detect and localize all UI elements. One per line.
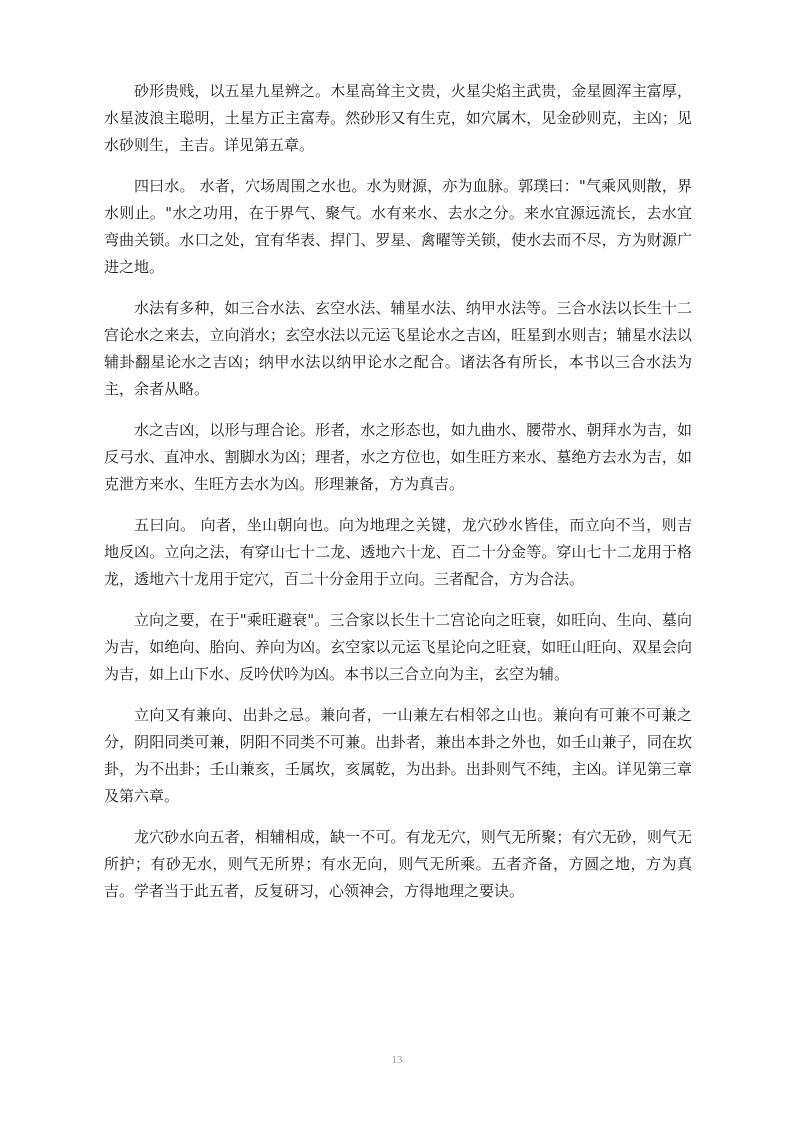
paragraph: 水之吉凶，以形与理合论。形者，水之形态也，如九曲水、腰带水、朝拜水为吉，如反弓水、直冲水、割脚水为凶；理者，水之方位也，如生旺方来水、墓绝方去水为吉，如克泄方来水、生旺方去水为凶。形理兼备，方为真吉。 [104,421,692,493]
paragraph: 五曰向。 向者，坐山朝向也。向为地理之关键，龙穴砂水皆佳，而立向不当，则吉地反凶。立向之法，有穿山七十二龙、透地六十龙、百二十分金等。穿山七十二龙用于格龙，透地六十龙用于定穴，百二十分金用于立向。三者配合，方为合法。 [104,516,692,588]
paragraph: 立向又有兼向、出卦之忌。兼向者，一山兼左右相邻之山也。兼向有可兼不可兼之分，阴阳同类可兼，阴阳不同类不可兼。出卦者，兼出本卦之外也，如壬山兼子，同在坎卦，为不出卦；壬山兼亥，壬属坎，亥属乾，为出卦。出卦则气不纯，主凶。详见第三章及第六章。 [104,706,692,805]
paragraph: 水法有多种，如三合水法、玄空水法、辅星水法、纳甲水法等。三合水法以长生十二宫论水之来去，立向消水；玄空水法以元运飞星论水之吉凶，旺星到水则吉；辅星水法以辅卦翻星论水之吉凶；纳甲水法以纳甲论水之配合。诸法各有所长，本书以三合水法为主，余者从略。 [104,299,692,398]
body-text [104,78,692,919]
paragraph: 立向之要，在于"乘旺避衰"。三合家以长生十二宫论向之旺衰，如旺向、生向、墓向为吉，如绝向、胎向、养向为凶。玄空家以元运飞星论向之旺衰，如旺山旺向、双星会向为吉，如上山下水、反吟伏吟为凶。本书以三合立向为主，玄空为辅。 [104,611,692,683]
page-number: 13 [391,1054,403,1066]
paragraph: 砂形贵贱，以五星九星辨之。木星高耸主文贵，火星尖焰主武贵，金星圆浑主富厚，水星波浪主聪明，土星方正主富寿。然砂形又有生克，如穴属木，见金砂则克，主凶；见水砂则生，主吉。详见第五章。 [104,82,692,154]
paragraph: 龙穴砂水向五者，相辅相成，缺一不可。有龙无穴，则气无所聚；有穴无砂，则气无所护；有砂无水，则气无所界；有水无向，则气无所乘。五者齐备，方圆之地，方为真吉。学者当于此五者，反复研习，心领神会，方得地理之要诀。 [104,828,692,900]
paragraph: 四曰水。 水者，穴场周围之水也。水为财源，亦为血脉。郭璞曰："气乘风则散，界水则止。"水之功用，在于界气、聚气。水有来水、去水之分。来水宜源远流长，去水宜弯曲关锁。水口之处，宜有华表、捍门、罗星、禽曜等关锁，使水去而不尽，方为财源广进之地。 [104,177,692,276]
